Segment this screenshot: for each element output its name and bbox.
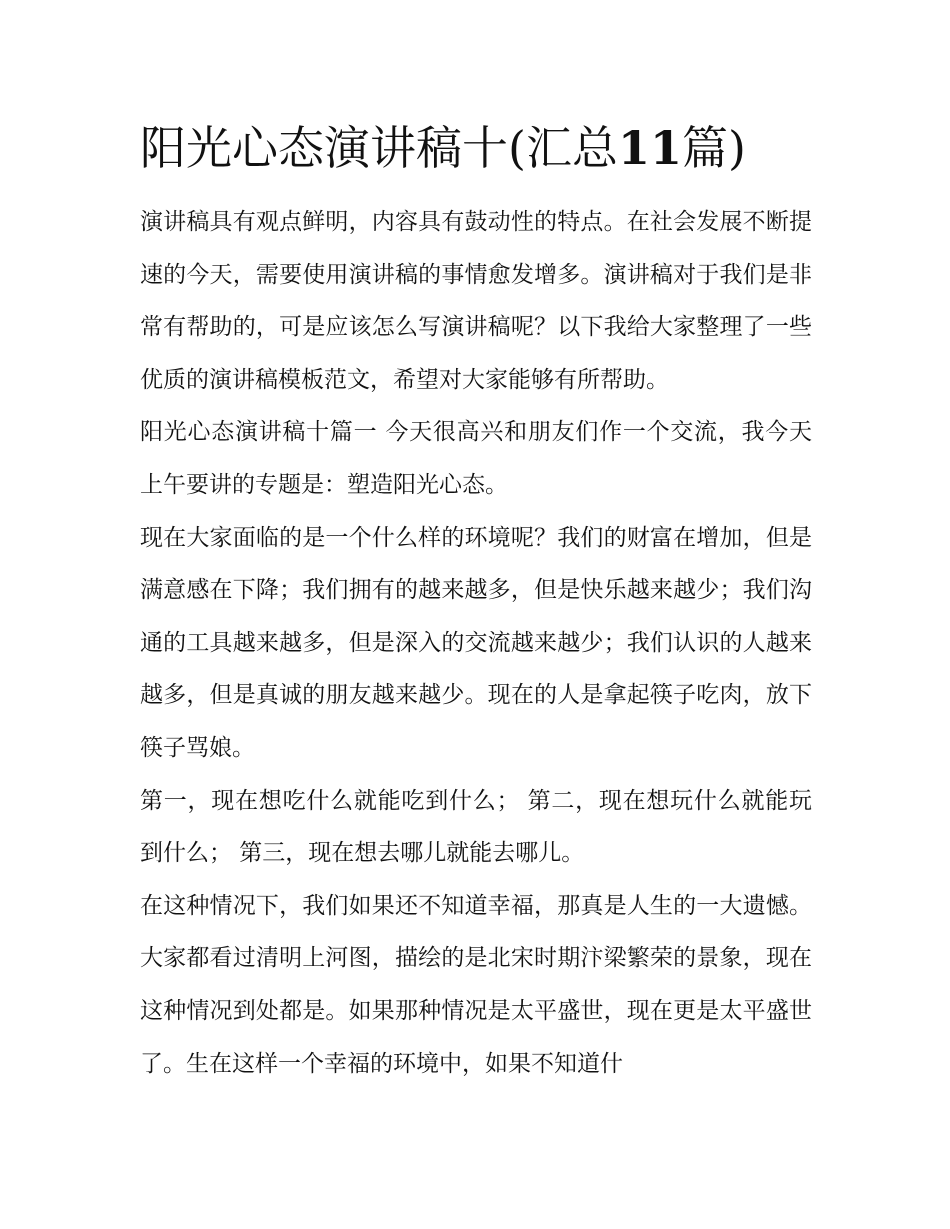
paragraph-happiness: 在这种情况下，我们如果还不知道幸福，那真是人生的一大遗憾。大家都看过清明上河图，描绘的是北宋时期汴梁繁荣的景象，现在这种情况到处都是。如果那种情况是太平盛世，现在更是太平盛世了。生在这样一个幸福的环境中，如果不知道什 [140, 892, 812, 1077]
paragraph-environment: 现在大家面临的是一个什么样的环境呢？我们的财富在增加，但是满意感在下降；我们拥有的越来越多，但是快乐越来越少；我们沟通的工具越来越多，但是深入的交流越来越少；我们认识的人越来越多，但是真诚的朋友越来越少。现在的人是拿起筷子吃肉，放下筷子骂娘。 [140, 524, 812, 761]
paragraph-topic: 阳光心态演讲稿十篇一 今天很高兴和朋友们作一个交流，我今天上午要讲的专题是：塑造阳光心态。 [140, 419, 812, 498]
paragraph-intro: 演讲稿具有观点鲜明，内容具有鼓动性的特点。在社会发展不断提速的今天，需要使用演讲稿的事情愈发增多。演讲稿对于我们是非常有帮助的，可是应该怎么写演讲稿呢？以下我给大家整理了一些优质的演讲稿模板范文，希望对大家能够有所帮助。 [140, 209, 812, 393]
title-text-pre: 阳光心态演讲稿十(汇总 [140, 121, 618, 175]
document-body [140, 196, 812, 1090]
title-text-post: 篇) [681, 121, 746, 175]
paragraph-list: 第一，现在想吃什么就能吃到什么； 第二，现在想玩什么就能玩到什么； 第三，现在想去哪儿就能去哪儿。 [140, 787, 812, 867]
title-number: 11 [617, 121, 682, 175]
document-title [140, 118, 840, 178]
